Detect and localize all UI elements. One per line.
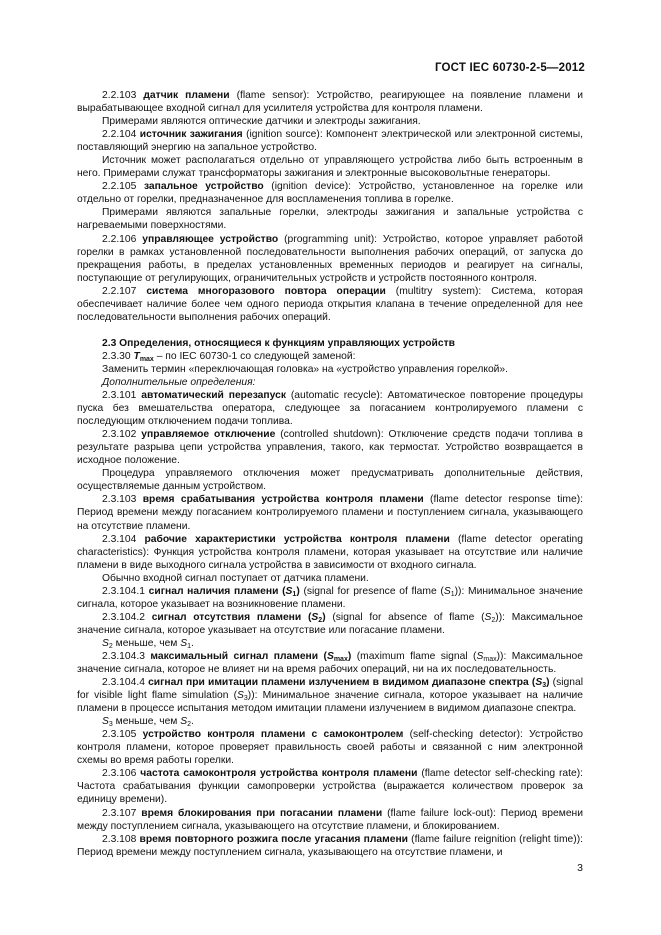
symbol: S: [311, 611, 319, 623]
definition-text: (programming unit): Устройство, которое управляет работой горелки в рамках установленной последовательности выполнения рабочих операций, от запуска до прекращения работы, в пределах установленных временных периодов и реагирует на сигналы, поступающие от регулирующих, ограничительных устройств и устройств постоянного контроля.: [77, 233, 583, 284]
symbol-subscript: 3: [108, 721, 113, 729]
symbol-subscript: 2: [491, 616, 496, 624]
note-paragraph: [77, 715, 583, 728]
definition-paragraph: [77, 233, 583, 285]
definition-paragraph: [77, 428, 583, 467]
document-body: [77, 89, 583, 859]
symbol: S: [476, 650, 484, 662]
symbol-subscript: max: [139, 355, 154, 363]
definition-text: )): Максимальное значение сигнала, которое не влияет ни на время рабочих операций, ни на их последовательность.: [77, 650, 583, 676]
clause-number: 2.3.102: [102, 429, 137, 441]
symbol: S: [443, 585, 451, 597]
definition-paragraph: [77, 728, 583, 767]
clause-number: 2.3.104.1: [102, 585, 145, 597]
definition-text: (flame failure lock-out): Период времени между поступлением сигнала, указывающего на отсутствие пламени, и блокированием.: [77, 807, 583, 832]
symbol-subscript: 1: [187, 642, 192, 650]
symbol: S: [102, 637, 109, 649]
definition-text: (self-checking detector): Устройство контроля пламени, которое проверяет правильность своей работы и связанной с ним электронной схемы во время работы горелки.: [77, 729, 583, 767]
clause-number: 2.2.103: [102, 90, 137, 101]
definition-paragraph: [77, 533, 583, 572]
definition-text: – по IEC 60730-1 со следующей заменой:: [153, 350, 356, 362]
paragraph-text: Процедура управляемого отключения может предусматривать дополнительные действия, осуществляемые данным устройством.: [77, 468, 583, 493]
symbol: S: [535, 677, 543, 689]
clause-number: 2.3.106: [102, 768, 137, 780]
definition-paragraph: [77, 285, 583, 324]
paragraph-text: Заменить термин «переключающая головка» на «устройство управления горелкой».: [102, 363, 509, 375]
definition-paragraph: [77, 611, 583, 637]
definition-text: (flame detector operating characteristics): Функция устройства контроля пламени, которая указывает на отсутствие или наличие пламени в виде выходного сигнала устройства в зависимости от входного сигнала.: [77, 533, 583, 571]
italic-paragraph: [77, 376, 583, 389]
definition-text: (signal for absence of flame (: [325, 611, 485, 623]
definition-paragraph: [77, 833, 583, 859]
symbol: S: [237, 690, 244, 702]
definition-text: )): Минимальное значение сигнала, которое указывает на возникновение пламени.: [77, 585, 583, 610]
note-paragraph: [77, 467, 583, 493]
defined-term: датчик пламени: [143, 90, 230, 101]
symbol-subscript: 2: [318, 616, 323, 624]
defined-term: время срабатывания устройства контроля пламени: [142, 494, 424, 506]
paragraph-text: .: [191, 637, 194, 649]
defined-term: рабочие характеристики устройства контроля пламени: [144, 533, 450, 545]
defined-term-close: ): [546, 677, 550, 689]
defined-term: управляющее устройство: [142, 233, 279, 245]
symbol: S: [484, 611, 492, 623]
definition-paragraph: [77, 493, 583, 532]
symbol-subscript: 3: [243, 695, 248, 703]
definition-text: )): Минимальное значение сигнала, которое указывает на наличие пламени в процессе испытания методом имитации пламени излучением в видимом диапазоне спектра.: [77, 690, 583, 715]
defined-term: запальное устройство: [143, 181, 264, 193]
defined-term: сигнал при имитации пламени излучением в видимом диапазоне спектра (: [148, 677, 536, 689]
definition-paragraph: [77, 180, 583, 206]
symbol: S: [180, 637, 188, 649]
definition-paragraph: [77, 89, 583, 115]
symbol-subscript: 2: [187, 721, 192, 729]
definition-text: (signal for presence of flame (: [299, 585, 444, 597]
paragraph-text: меньше, чем: [112, 716, 181, 728]
defined-term: сигнал наличия пламени (: [148, 585, 286, 597]
definition-text: (ignition source): Компонент электрической или электронной системы, поставляющий энергию на запальное устройство.: [77, 129, 583, 154]
clause-number: 2.3.105: [102, 729, 137, 741]
definition-text: (flame failure reignition (relight time)): Период времени между поступлением сигнала, указывающего на отсутствие пламени, и: [77, 833, 583, 858]
paragraph-text: Примерами являются оптические датчики и электроды зажигания.: [102, 116, 421, 128]
symbol: S: [180, 716, 188, 728]
definition-text: (ignition device): Устройство, установленное на горелке или отдельно от горелки, предназначенное для воспламенения топлива в горелке.: [77, 181, 583, 206]
definition-paragraph: [77, 389, 583, 428]
clause-number: 2.3.104: [102, 533, 137, 545]
clause-number: 2.3.104.4: [102, 677, 145, 689]
symbol-subscript: max: [333, 655, 348, 663]
paragraph-text: .: [191, 716, 194, 728]
paragraph-text: Примерами являются запальные горелки, электроды зажигания и запальные устройства с нагреваемыми поверхностями.: [77, 207, 583, 232]
clause-number: 2.2.104: [102, 129, 137, 141]
defined-term: автоматический перезапуск: [141, 390, 286, 402]
defined-term: частота самоконтроля устройства контроля пламени: [140, 768, 418, 780]
paragraph-text: Дополнительные определения:: [102, 376, 256, 388]
definition-paragraph: [77, 807, 583, 833]
clause-number: 2.3.107: [102, 807, 137, 819]
symbol-subscript: 1: [450, 590, 455, 598]
defined-term: время блокирования при погасании пламени: [141, 807, 383, 819]
clause-number: 2.2.107: [102, 285, 137, 297]
document-header: ГОСТ IEC 60730-2-5—2012: [434, 62, 585, 74]
note-paragraph: [77, 115, 583, 128]
definition-paragraph: [77, 585, 583, 611]
definition-paragraph: [77, 350, 583, 363]
clause-number: 2.3.104.2: [102, 611, 145, 623]
clause-number: 2.2.106: [102, 233, 137, 245]
definition-paragraph: [77, 767, 583, 806]
defined-term: время повторного розжига после угасания пламени: [139, 833, 408, 845]
definition-text: (flame detector response time): Период времени между погасанием контролируемого пламени и поступлением сигнала, указывающего на отсутствие пламени.: [77, 494, 583, 532]
definition-text: (automatic recycle): Автоматическое повторение процедуры пуска без вмешательства оператора, следующее за погасанием контролируемого пламени с последующим отключением подачи топлива.: [77, 390, 583, 428]
symbol: S: [102, 716, 109, 728]
paragraph-text: Источник может располагаться отдельно от управляющего устройства либо быть встроенным в него. Примерами служат трансформаторы зажигания и электронные высоковольтные генераторы.: [77, 155, 583, 180]
note-paragraph: [77, 206, 583, 232]
definition-paragraph: [77, 650, 583, 676]
clause-number: 2.3.30: [102, 350, 131, 362]
definition-paragraph: [77, 676, 583, 715]
defined-term: система многоразового повтора операции: [146, 285, 386, 297]
note-paragraph: [77, 363, 583, 376]
definition-text: )): Максимальное значение сигнала, которое указывает на отсутствие или погасание пламени.: [77, 611, 583, 636]
defined-term-close: ): [347, 650, 352, 662]
symbol-subscript: max: [483, 655, 497, 663]
section-heading: [77, 337, 583, 350]
clause-number: 2.2.105: [102, 181, 137, 193]
note-paragraph: [77, 572, 583, 585]
symbol-subscript: 2: [108, 642, 113, 650]
clause-number: 2.3.103: [102, 494, 137, 506]
page-number: 3: [577, 862, 583, 874]
symbol-subscript: 1: [292, 590, 297, 598]
defined-term-close: ): [296, 585, 300, 597]
defined-term: источник зажигания: [139, 129, 243, 141]
definition-paragraph: [77, 128, 583, 154]
definition-text: (multitry system): Система, которая обеспечивает наличие более чем одного периода открытия клапана в течение определенной для нее последовательности выполнения рабочих операций.: [77, 285, 583, 323]
clause-number: 2.3.101: [102, 390, 137, 402]
section-title: 2.3 Определения, относящиеся к функциям управляющих устройств: [102, 337, 455, 349]
paragraph-text: Обычно входной сигнал поступает от датчика пламени.: [102, 572, 369, 584]
definition-text: (controlled shutdown): Отключение средств подачи топлива в результате разрыва цепи устройства управления, такого, как термостат. Устройство возвращается в исходное положение.: [77, 429, 583, 467]
paragraph-text: меньше, чем: [112, 637, 181, 649]
symbol: T: [133, 350, 140, 362]
definition-text: (flame detector self-checking rate): Частота срабатывания функции самопроверки устройства (выражается количеством проверок за единицу времени).: [77, 768, 583, 806]
defined-term-close: ): [322, 611, 326, 623]
defined-term: устройство контроля пламени с самоконтролем: [142, 729, 404, 741]
symbol: S: [326, 650, 334, 662]
symbol: S: [285, 585, 293, 597]
note-paragraph: [77, 637, 583, 650]
clause-number: 2.3.104.3: [102, 650, 145, 662]
definition-text: (signal for visible light flame simulation (: [77, 677, 583, 702]
definition-text: (flame sensor): Устройство, реагирующее на появление пламени и вырабатывающее входной сигнал для усилителя устройства для контроля пламени.: [77, 90, 583, 115]
defined-term: управляемое отключение: [141, 429, 276, 441]
definition-text: (maximum flame signal (: [351, 650, 477, 662]
clause-number: 2.3.108: [102, 833, 137, 845]
defined-term: сигнал отсутствия пламени (: [151, 611, 312, 623]
defined-term: максимальный сигнал пламени (: [150, 650, 327, 662]
symbol-subscript: 3: [542, 682, 547, 690]
note-paragraph: [77, 154, 583, 180]
